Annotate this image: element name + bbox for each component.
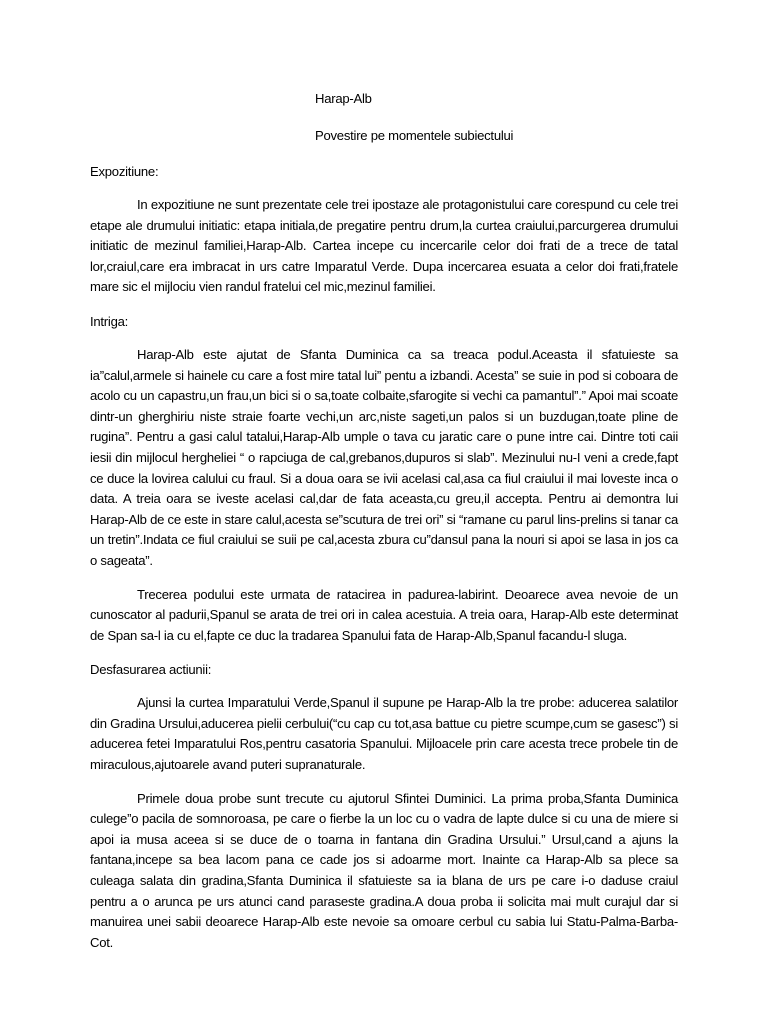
section-heading: Intriga: bbox=[90, 313, 129, 329]
section-heading: Desfasurarea actiunii: bbox=[90, 662, 212, 678]
section-desfasurarea-actiunii bbox=[90, 659, 678, 953]
paragraph: Harap-Alb este ajutat de Sfanta Duminica ca sa treaca podul.Aceasta il sfatuieste sa ia”calul,armele si hainele cu care a fost mire tatal lui” pentu a izbandi. Acesta” se suie in pod si coboara de acolo cu un capastru,un frau,un bici si o sa,toate colbaite,sfarogite si vechi ca pamantul”.” Apoi mai scoate dintr-un gherghiriu niste straie foarte vechi,un arc,niste sageti,un palos si un buzdugan,toate pline de rugina”. Pentru a gasi calul tatalui,Harap-Alb umple o tava cu jaratic care o pune intre cai. Dintre toti caii iesii din mijlocul hergheliei “ o rapciuga de cal,grebanos,dupuros si slab”. Mezinului nu-I veni a crede,fapt ce duce la lovirea calului cu fraul. Si a doua oara se ivii acelasi cal,asa ca fiul craiului il mai loveste inca o data. A treia oara se iveste acelasi cal,dar de fata aceasta,cu greu,il accepta. Pentru ai demontra lui Harap-Alb de ce este in stare calul,acesta se”scutura de trei ori” si “ramane cu parul lins-prelins si tanar ca un tretin”.Indata ce fiul craiului se suii pe cal,acesta zbura cu”dansul pana la nouri si apoi se lasa in jos ca o sageata”. bbox=[90, 346, 678, 568]
document-title: Harap-Alb bbox=[315, 91, 372, 106]
section-expozitiune bbox=[90, 161, 678, 298]
document-subtitle: Povestire pe momentele subiectului bbox=[315, 128, 514, 143]
section-intriga bbox=[90, 311, 678, 646]
paragraph: Trecerea podului este urmata de ratacirea in padurea-labirint. Deoarece avea nevoie de un cunoscator al padurii,Spanul se arata de trei ori in calea acestuia. A treia oara, Harap-Alb este determinat de Span sa-l ia cu el,fapte ce duc la tradarea Spanului fata de Harap-Alb,Spanul facandu-l sluga. bbox=[90, 586, 678, 643]
paragraph: In expozitiune ne sunt prezentate cele trei ipostaze ale protagonistului care corespund cu cele trei etape ale drumului initiatic: etapa initiala,de pregatire pentru drum,la curtea craiului,parcurgerea drumului initiatic de mezinul familiei,Harap-Alb. Cartea incepe cu incercarile celor doi frati de a trece de tatal lor,craiul,care era imbracat in urs catre Imparatul Verde. Dupa incercarea esuata a celor doi frati,fratele mare sic el mijlociu vien randul fratelui cel mic,mezinul familiei. bbox=[90, 197, 678, 295]
section-heading: Expozitiune: bbox=[90, 164, 159, 179]
paragraph: Ajunsi la curtea Imparatului Verde,Spanul il supune pe Harap-Alb la tre probe: aducerea salatilor din Gradina Ursului,aducerea pielii cerbului(“cu cap cu tot,asa battue cu pietre scumpe,cum se gasesc”) si aducerea fetei Imparatului Ros,pentru casatoria Spanului. Mijloacele prin care acesta trece probele tin de miraculous,ajutoarele avand puteri supranaturale. bbox=[90, 695, 678, 773]
paragraph: Primele doua probe sunt trecute cu ajutorul Sfintei Duminici. La prima proba,Sfanta Duminica culege”o pacila de somnoroasa, pe care o fierbe la un loc cu o vadra de lapte dulce si cu una de miere si apoi ia musa aceea si se duce de o toarna in fantana din Gradina Ursului.” Ursul,cand a ajuns la fantana,incepe sa bea lacom pana ce cade jos si adoarme mort. Inainte ca Harap-Alb sa plece sa culeaga salata din gradina,Sfanta Duminica il sfatuieste sa ia blana de urs pe care i-o daduse craiul pentru a o arunca pe urs atunci cand paraseste gradina.A doua proba ii solicita mai mult curajul dar si manuirea unei sabii deoarece Harap-Alb este nevoie sa omoare cerbul cu sabia lui Statu-Palma-Barba-Cot. bbox=[90, 790, 678, 950]
